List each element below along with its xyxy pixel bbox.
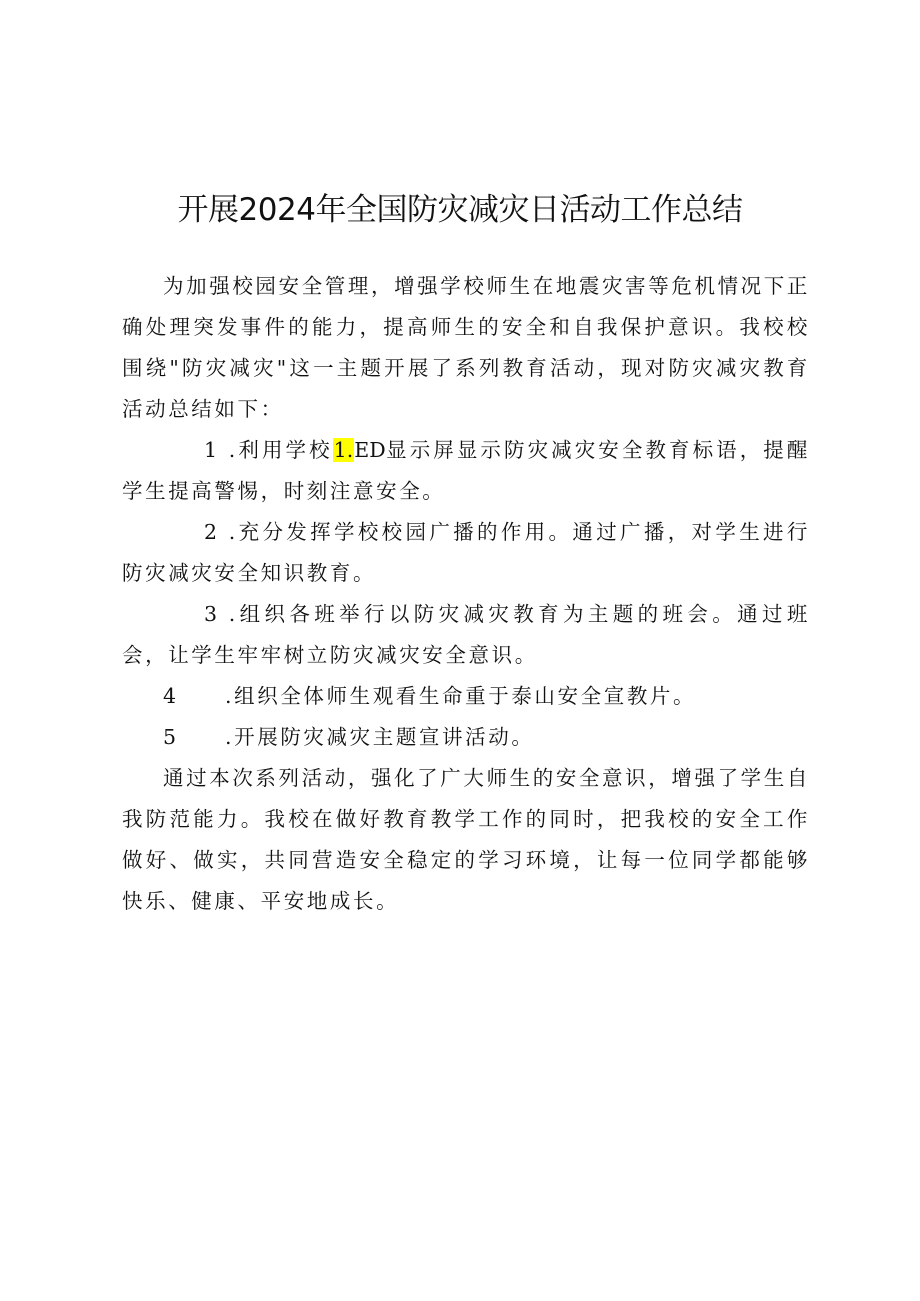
document-body [122,266,810,922]
highlighted-text: 1. [333,438,354,462]
item-text: .组织全体师生观看生命重于泰山安全宣教片。 [225,684,697,708]
item-number: 4 [163,684,179,708]
item-text-part: 显示屏显示防灾减灾安全教育标语，提醒学生提高警惕，时刻注意安全。 [122,438,810,503]
list-item-2 [122,512,810,594]
list-item-4 [122,676,810,717]
list-item-5 [122,717,810,758]
item-text: .开展防灾减灾主题宣讲活动。 [225,725,535,749]
item-number: 3 . [204,602,238,626]
item-number: 2 . [204,520,238,544]
item-text: 组织各班举行以防灾减灾教育为主题的班会。通过班会，让学生牢牢树立防灾减灾安全意识。 [122,602,810,667]
conclusion-paragraph: 通过本次系列活动，强化了广大师生的安全意识，增强了学生自我防范能力。我校在做好教育教学工作的同时，把我校的安全工作做好、做实，共同营造安全稳定的学习环境，让每一位同学都能够快乐、健康、平安地成长。 [122,766,810,913]
item-text-led: ED [354,438,386,462]
list-item-1 [122,430,810,512]
item-number: 5 [163,725,179,749]
list-item-3 [122,594,810,676]
item-number: 1 . [204,438,238,462]
document-title: 开展2024年全国防灾减灾日活动工作总结 [177,192,743,228]
item-text-part: 利用学校 [237,438,333,462]
intro-paragraph: 为加强校园安全管理，增强学校师生在地震灾害等危机情况下正确处理突发事件的能力，提高师生的安全和自我保护意识。我校校围绕"防灾减灾"这一主题开展了系列教育活动，现对防灾减灾教育活动总结如下： [122,274,810,421]
item-text: 充分发挥学校校园广播的作用。通过广播，对学生进行防灾减灾安全知识教育。 [122,520,810,585]
